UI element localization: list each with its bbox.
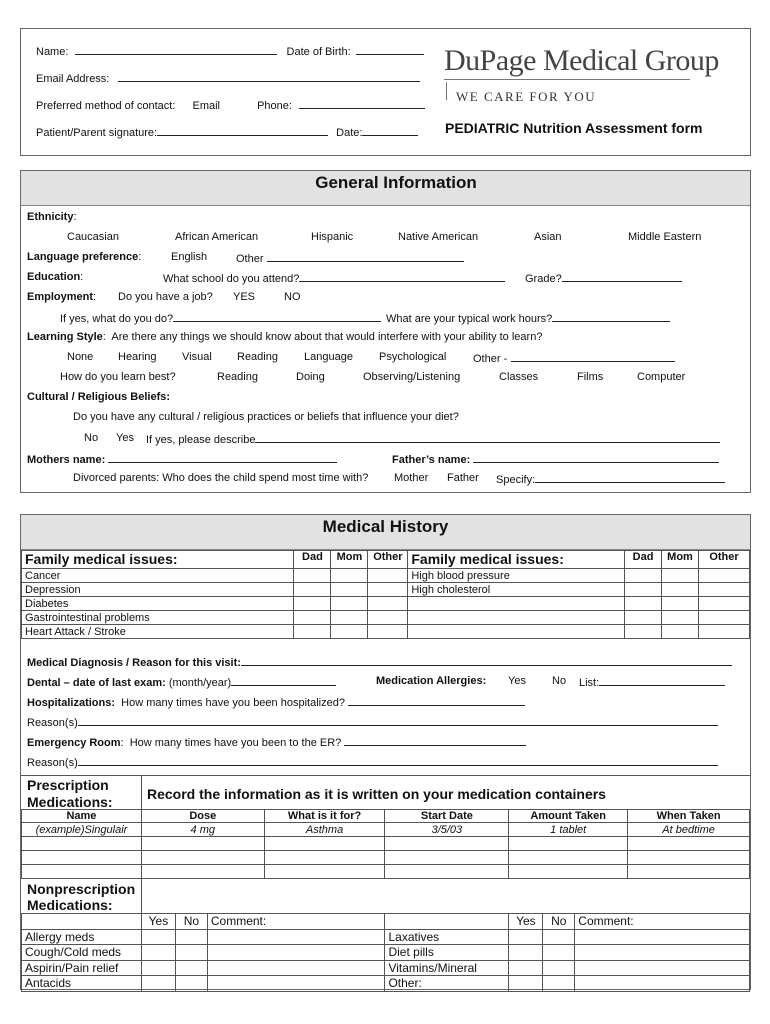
nonrx-laxatives: Laxatives [385, 929, 509, 945]
mother-label: Mothers name: [27, 454, 106, 466]
father-field[interactable] [473, 452, 719, 463]
issue-depression: Depression [22, 583, 294, 597]
er-row: Emergency Room: How many times have you been to the ER? [27, 735, 526, 749]
rx-title-line1: Prescription [27, 777, 109, 793]
nonrx-antacids: Antacids [22, 976, 142, 992]
comment-cell[interactable] [207, 929, 385, 945]
language-label: Language preference [27, 251, 139, 263]
school-row [163, 271, 505, 285]
rx-cell[interactable] [509, 865, 628, 879]
divorced-question: Divorced parents: Who does the child spend most time with? [73, 472, 369, 484]
col-dad-left: Dad [294, 551, 331, 569]
rx-cell[interactable] [628, 865, 750, 879]
rx-example-name: (example)Singulair [22, 823, 142, 837]
nonrx-header-blank [22, 914, 142, 930]
check-cell[interactable] [543, 945, 575, 961]
nonrx-col-no-left: No [175, 914, 207, 930]
email-row [36, 71, 420, 85]
rx-cell[interactable] [264, 837, 385, 851]
check-cell[interactable] [662, 583, 699, 597]
learning-hearing[interactable]: Hearing [118, 351, 157, 363]
job-question: Do you have a job? [118, 291, 213, 303]
table-row [22, 583, 750, 597]
job-yes[interactable]: YES [233, 291, 256, 303]
col-mom-left: Mom [331, 551, 368, 569]
check-cell[interactable] [699, 611, 750, 625]
specify-label: Specify: [496, 474, 536, 486]
allergy-list-label: List: [579, 677, 600, 689]
learn-best-doing[interactable]: Doing [296, 371, 325, 383]
issue-heart-attack-stroke: Heart Attack / Stroke [22, 625, 294, 639]
name-label: Name: [36, 46, 69, 58]
name-field[interactable] [75, 44, 277, 55]
check-cell[interactable] [699, 583, 750, 597]
er-question: How many times have you been to the ER? [129, 737, 342, 749]
check-cell[interactable] [509, 929, 543, 945]
check-cell[interactable] [699, 569, 750, 583]
table-row [22, 945, 750, 961]
hosp-reasons-field[interactable] [78, 715, 718, 726]
nonrx-vitamins: Vitamins/Mineral [385, 960, 509, 976]
rx-col-name: Name [22, 810, 142, 823]
check-cell[interactable] [662, 597, 699, 611]
language-other-field[interactable] [267, 251, 464, 262]
check-cell[interactable] [141, 929, 175, 945]
dob-field[interactable] [356, 44, 424, 55]
check-cell[interactable] [625, 597, 662, 611]
learn-best-reading[interactable]: Reading [217, 371, 258, 383]
specify-row [496, 472, 725, 486]
dob-label: Date of Birth: [286, 46, 351, 58]
issue-blank[interactable] [408, 611, 625, 625]
table-row [22, 976, 750, 992]
diagnosis-label: Medical Diagnosis / Reason for this visit: [27, 657, 241, 669]
family-issues-header-left: Family medical issues: [22, 551, 294, 569]
logo-tick [446, 82, 447, 100]
mother-field[interactable] [108, 452, 337, 463]
email-field[interactable] [118, 71, 420, 82]
check-cell[interactable] [294, 597, 331, 611]
er-field[interactable] [344, 735, 526, 746]
signature-row [36, 125, 418, 139]
issue-diabetes: Diabetes [22, 597, 294, 611]
check-cell[interactable] [662, 569, 699, 583]
check-cell[interactable] [368, 625, 408, 639]
check-cell[interactable] [699, 625, 750, 639]
ethnicity-middle-eastern[interactable]: Middle Eastern [628, 231, 702, 243]
learning-other[interactable]: Other - [473, 353, 508, 365]
language-english[interactable]: English [171, 251, 208, 263]
rx-cell[interactable] [141, 851, 264, 865]
nonrx-col-yes-right: Yes [509, 914, 543, 930]
name-row [36, 44, 424, 58]
rx-cell[interactable] [264, 851, 385, 865]
check-cell[interactable] [294, 625, 331, 639]
check-cell[interactable] [331, 625, 368, 639]
check-cell[interactable] [294, 611, 331, 625]
learn-best-films[interactable]: Films [577, 371, 604, 383]
rx-cell[interactable] [509, 837, 628, 851]
date-label: Date: [336, 127, 363, 139]
issue-blank[interactable] [408, 597, 625, 611]
rx-cell[interactable] [385, 851, 509, 865]
check-cell[interactable] [175, 929, 207, 945]
rx-example-row [22, 823, 750, 837]
hosp-reasons-label: Reason(s) [27, 717, 78, 729]
table-row [22, 929, 750, 945]
nonrx-cough-cold: Cough/Cold meds [22, 945, 142, 961]
col-mom-right: Mom [662, 551, 699, 569]
dental-hint: (month/year) [168, 677, 232, 689]
rx-example-amount: 1 tablet [509, 823, 628, 837]
rx-example-purpose: Asthma [264, 823, 385, 837]
learning-other-field[interactable] [511, 351, 675, 362]
check-cell[interactable] [141, 945, 175, 961]
check-cell[interactable] [141, 960, 175, 976]
rx-cell[interactable] [385, 837, 509, 851]
date-field[interactable] [362, 125, 418, 136]
learn-best-computer[interactable]: Computer [637, 371, 686, 383]
learning-question: Are there any things we should know about that would interfere with your ability to learn? [111, 331, 543, 343]
phone-label: Phone: [257, 100, 292, 112]
table-row [22, 960, 750, 976]
logo-tagline: WE CARE FOR YOU [456, 89, 597, 104]
learning-row: Learning Style: Are there any things we should know about that would interfere with your ability to learn? [27, 331, 543, 343]
cultural-no[interactable]: No [84, 432, 99, 444]
rx-col-start-date: Start Date [385, 810, 509, 823]
specify-field[interactable] [535, 472, 725, 483]
check-cell[interactable] [331, 583, 368, 597]
employment-row: Employment: [27, 291, 97, 303]
cultural-label: Cultural / Religious Beliefs: [27, 391, 171, 403]
check-cell[interactable] [175, 976, 207, 992]
dental-row [27, 675, 336, 689]
rx-example-dose: 4 mg [141, 823, 264, 837]
issue-blank[interactable] [408, 625, 625, 639]
cultural-question: Do you have any cultural / religious practices or beliefs that influence your diet? [73, 411, 459, 423]
cultural-yes[interactable]: Yes [116, 432, 134, 444]
rx-cell[interactable] [22, 851, 142, 865]
nonrx-col-comment-right: Comment: [575, 914, 750, 930]
check-cell[interactable] [331, 611, 368, 625]
education-label: Education [27, 271, 81, 283]
rx-col-amount: Amount Taken [509, 810, 628, 823]
check-cell[interactable] [368, 597, 408, 611]
school-question: What school do you attend? [163, 273, 300, 285]
learning-visual[interactable]: Visual [182, 351, 212, 363]
nonrx-col-comment-left: Comment: [207, 914, 385, 930]
nonrx-col-yes-left: Yes [141, 914, 175, 930]
form-title: PEDIATRIC Nutrition Assessment form [445, 120, 703, 136]
comment-cell[interactable] [575, 976, 750, 992]
nonprescription-table [21, 913, 750, 992]
comment-cell[interactable] [575, 945, 750, 961]
comment-cell[interactable] [575, 929, 750, 945]
father-row [392, 452, 719, 466]
nonrx-allergy-meds: Allergy meds [22, 929, 142, 945]
rx-col-purpose: What is it for? [264, 810, 385, 823]
allergy-yes[interactable]: Yes [508, 675, 526, 687]
job-what-row [60, 311, 381, 325]
col-other-left: Other [368, 551, 408, 569]
rx-cell[interactable] [22, 837, 142, 851]
check-cell[interactable] [662, 625, 699, 639]
check-cell[interactable] [175, 945, 207, 961]
check-cell[interactable] [625, 583, 662, 597]
check-cell[interactable] [699, 597, 750, 611]
nonrx-aspirin: Aspirin/Pain relief [22, 960, 142, 976]
ethnicity-asian[interactable]: Asian [534, 231, 562, 243]
allergy-list-field[interactable] [599, 675, 725, 686]
issue-gastrointestinal: Gastrointestinal problems [22, 611, 294, 625]
rx-cell[interactable] [141, 865, 264, 879]
signature-label: Patient/Parent signature: [36, 127, 158, 139]
learning-psychological[interactable]: Psychological [379, 351, 447, 363]
rx-cell[interactable] [628, 837, 750, 851]
rx-instruction: Record the information as it is written on your medication containers [147, 786, 606, 802]
check-cell[interactable] [294, 583, 331, 597]
issue-cancer: Cancer [22, 569, 294, 583]
signature-field[interactable] [157, 125, 328, 136]
diagnosis-row [27, 655, 732, 669]
grade-field[interactable] [562, 271, 682, 282]
rx-title-line2: Medications: [27, 794, 113, 810]
er-label: Emergency Room [27, 737, 121, 749]
hours-field[interactable] [552, 311, 670, 322]
job-no[interactable]: NO [284, 291, 301, 303]
nonrx-header-blank [385, 914, 509, 930]
learning-language[interactable]: Language [304, 351, 353, 363]
hours-question: What are your typical work hours? [386, 313, 553, 325]
issue-high-blood-pressure: High blood pressure [408, 569, 625, 583]
divorced-father[interactable]: Father [447, 472, 479, 484]
nonrx-other: Other: [385, 976, 509, 992]
rx-cell[interactable] [264, 865, 385, 879]
school-field[interactable] [299, 271, 505, 282]
table-row [22, 837, 750, 851]
language-other-label: Other [236, 253, 264, 265]
hours-row [386, 311, 670, 325]
hospitalization-label: Hospitalizations: [27, 697, 116, 709]
family-history-table [21, 550, 750, 639]
er-reasons-field[interactable] [78, 755, 718, 766]
hospitalization-field[interactable] [348, 695, 525, 706]
comment-cell[interactable] [207, 960, 385, 976]
table-row [22, 865, 750, 879]
nonrx-title-divider [141, 879, 142, 913]
check-cell[interactable] [625, 569, 662, 583]
rx-cell[interactable] [22, 865, 142, 879]
education-row: Education: [27, 271, 84, 283]
medical-history-title: Medical History [322, 517, 449, 536]
check-cell[interactable] [509, 960, 543, 976]
check-cell[interactable] [368, 569, 408, 583]
check-cell[interactable] [141, 976, 175, 992]
learning-label: Learning Style [27, 331, 103, 343]
comment-cell[interactable] [207, 945, 385, 961]
contact-email-option[interactable]: Email [192, 100, 220, 112]
check-cell[interactable] [509, 945, 543, 961]
nonrx-diet-pills: Diet pills [385, 945, 509, 961]
hosp-reasons-row [27, 715, 718, 729]
rx-cell[interactable] [509, 851, 628, 865]
table-row [22, 611, 750, 625]
phone-field[interactable] [299, 98, 425, 109]
learning-reading[interactable]: Reading [237, 351, 278, 363]
check-cell[interactable] [625, 625, 662, 639]
rx-col-when: When Taken [628, 810, 750, 823]
table-row [22, 569, 750, 583]
col-dad-right: Dad [625, 551, 662, 569]
learning-none[interactable]: None [67, 351, 94, 363]
nonrx-col-no-right: No [543, 914, 575, 930]
allergy-no[interactable]: No [552, 675, 567, 687]
rx-cell[interactable] [385, 865, 509, 879]
describe-label: If yes, please describe [146, 434, 256, 446]
check-cell[interactable] [175, 960, 207, 976]
check-cell[interactable] [543, 929, 575, 945]
diagnosis-field[interactable] [241, 655, 732, 666]
er-reasons-row [27, 755, 718, 769]
prescription-table [21, 809, 750, 879]
ethnicity-caucasian[interactable]: Caucasian [67, 231, 119, 243]
nonrx-title-line1: Nonprescription [27, 881, 136, 897]
check-cell[interactable] [662, 611, 699, 625]
learn-best-question: How do you learn best? [60, 371, 176, 383]
check-cell[interactable] [509, 976, 543, 992]
ethnicity-label-row: Ethnicity: [27, 211, 77, 223]
nonrx-title-line2: Medications: [27, 897, 113, 913]
allergy-list-row [579, 675, 725, 689]
check-cell[interactable] [368, 611, 408, 625]
ethnicity-african-american[interactable]: African American [175, 231, 259, 243]
check-cell[interactable] [294, 569, 331, 583]
rx-example-when: At bedtime [628, 823, 750, 837]
language-row: Language preference: [27, 251, 142, 263]
table-row [22, 851, 750, 865]
allergy-label: Medication Allergies: [376, 675, 487, 687]
describe-row [146, 432, 720, 446]
col-other-right: Other [699, 551, 750, 569]
comment-cell[interactable] [575, 960, 750, 976]
issue-high-cholesterol: High cholesterol [408, 583, 625, 597]
rx-example-start: 3/5/03 [385, 823, 509, 837]
learn-best-observing[interactable]: Observing/Listening [363, 371, 461, 383]
email-label: Email Address: [36, 73, 110, 85]
rx-col-dose: Dose [141, 810, 264, 823]
job-what-field[interactable] [173, 311, 381, 322]
dental-field[interactable] [231, 675, 336, 686]
rx-section-divider [21, 775, 750, 776]
ethnicity-native-american[interactable]: Native American [398, 231, 479, 243]
employment-label: Employment [27, 291, 94, 303]
family-issues-header-right: Family medical issues: [408, 551, 625, 569]
check-cell[interactable] [331, 597, 368, 611]
divorced-mother[interactable]: Mother [394, 472, 429, 484]
table-row [22, 625, 750, 639]
comment-cell[interactable] [207, 976, 385, 992]
dental-label: Dental – date of last exam: [27, 677, 166, 689]
hospitalization-row [27, 695, 525, 709]
logo-divider [444, 79, 690, 80]
ethnicity-label: Ethnicity [27, 211, 74, 223]
rx-cell[interactable] [141, 837, 264, 851]
contact-row [36, 98, 425, 112]
language-other-row [236, 251, 464, 265]
rx-cell[interactable] [628, 851, 750, 865]
check-cell[interactable] [625, 611, 662, 625]
logo-wordmark: DuPage Medical Group [444, 44, 719, 77]
describe-field[interactable] [255, 432, 720, 443]
father-label: Father’s name: [392, 454, 471, 466]
check-cell[interactable] [543, 960, 575, 976]
er-reasons-label: Reason(s) [27, 757, 78, 769]
learning-other-row [473, 351, 675, 365]
check-cell[interactable] [543, 976, 575, 992]
check-cell[interactable] [368, 583, 408, 597]
ethnicity-hispanic[interactable]: Hispanic [311, 231, 354, 243]
grade-row [525, 271, 682, 285]
grade-label: Grade? [525, 273, 562, 285]
rx-title-divider [141, 775, 142, 809]
table-row [22, 597, 750, 611]
job-what-question: If yes, what do you do? [60, 313, 174, 325]
general-info-title: General Information [315, 173, 477, 192]
hospitalization-question: How many times have you been hospitalized? [121, 697, 345, 709]
check-cell[interactable] [331, 569, 368, 583]
learn-best-classes[interactable]: Classes [499, 371, 539, 383]
contact-label: Preferred method of contact: [36, 100, 176, 112]
mother-row [27, 452, 337, 466]
